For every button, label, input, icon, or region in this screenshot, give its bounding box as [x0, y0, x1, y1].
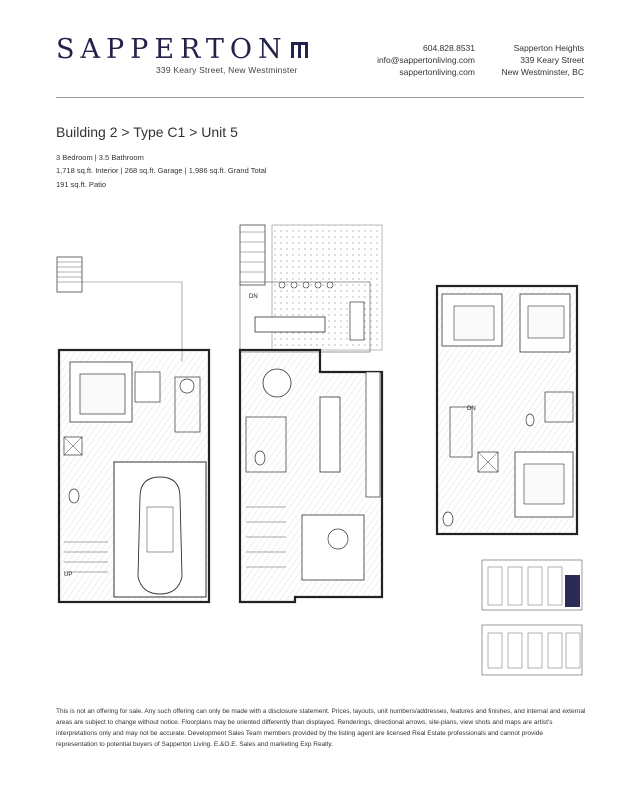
upper-plan-label-dn: DN	[467, 406, 476, 412]
header-divider	[56, 97, 584, 98]
brand-mark-icon	[290, 40, 310, 60]
plan-label-dn: DN	[249, 294, 258, 300]
brand-name: SAPPERTON	[56, 34, 288, 65]
main-floor-plan	[240, 225, 382, 602]
upper-floor-plan	[437, 286, 577, 534]
location-name: Sapperton Heights	[513, 43, 584, 53]
brand-address: 339 Keary Street, New Westminster	[156, 65, 298, 75]
key-plan-site	[482, 625, 582, 675]
contact-email[interactable]: info@sappertonliving.com	[377, 55, 475, 65]
unit-patio: 191 sq.ft. Patio	[56, 180, 107, 189]
plan-label-up: UP	[64, 572, 73, 578]
key-plan-elevation	[482, 560, 582, 610]
location-block	[496, 42, 584, 78]
unit-title: Building 2 > Type C1 > Unit 5	[56, 124, 238, 140]
highlighted-unit-marker	[565, 575, 580, 607]
contact-website[interactable]: sappertonliving.com	[399, 67, 475, 77]
unit-bedrooms: 3 Bedroom | 3.5 Bathroom	[56, 153, 144, 162]
contact-phone[interactable]: 604.828.8531	[423, 43, 475, 53]
lower-floor-plan	[57, 257, 209, 602]
legal-disclaimer: This is not an offering for sale. Any such offering can only be made with a disclosure statement. Prices, layouts, unit numbers/addresses, features and finishes, and internal and external areas are subject to change without notice. Floorplans may be oriented differently than displayed. Renderings, directional arrows, site-plans, view shots and maps are artist's interpretations only and may not be accurate. Development Sales Team members provided by the listing agent are licensed Real Estate professionals and cannot provide representation to potential buyers of Sapperton Living. E.&O.E. Sales and marketing Exp Realty.	[56, 708, 586, 748]
brand-logo	[56, 34, 310, 65]
key-plan	[480, 555, 585, 680]
floor-plans	[50, 222, 590, 607]
location-city: New Westminster, BC	[501, 67, 584, 77]
location-street: 339 Keary Street	[520, 55, 584, 65]
contact-block	[364, 42, 475, 78]
unit-areas: 1,718 sq.ft. Interior | 268 sq.ft. Garage | 1,986 sq.ft. Grand Total	[56, 166, 267, 175]
